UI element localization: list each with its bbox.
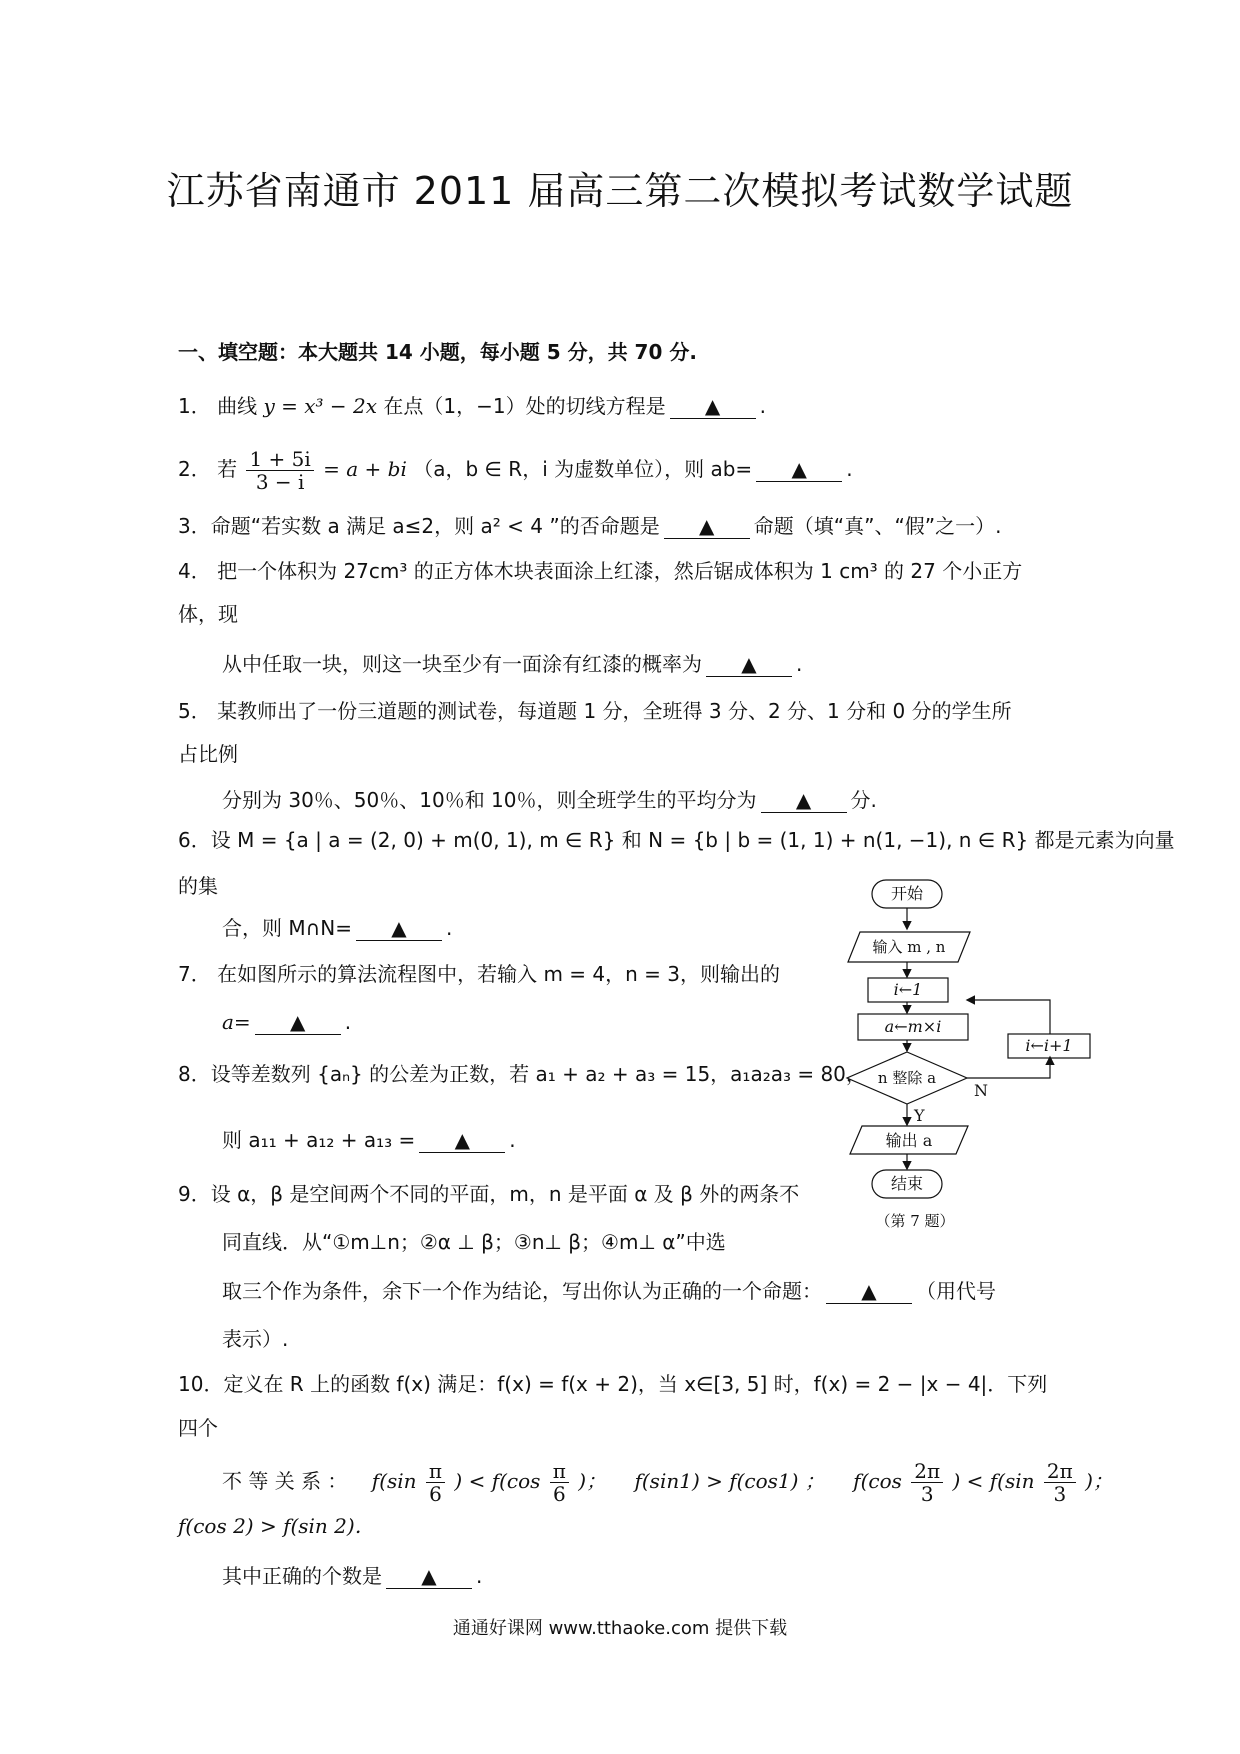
- q3-answer-blank: ▲: [664, 514, 750, 539]
- q9-line-3-end: （用代号: [916, 1279, 996, 1303]
- q10-number: 10．: [178, 1372, 224, 1396]
- q9-line-3: 取三个作为条件，余下一个作为结论，写出你认为正确的一个命题：: [222, 1279, 822, 1303]
- q4-line-1: 把一个体积为 27cm³ 的正方体木块表面涂上红漆，然后锯成体积为 1 cm³ 的 27 个小正方: [217, 559, 1023, 583]
- flowchart-condition-label: n 整除 a: [877, 1069, 937, 1087]
- q3-number: 3．: [178, 514, 211, 538]
- q6-number: 6．: [178, 828, 211, 852]
- frac-denominator: 3: [920, 1482, 934, 1506]
- q10-ineq1-c: )；: [578, 1469, 607, 1493]
- q8-answer-blank: ▲: [419, 1128, 505, 1153]
- q5-number: 5．: [178, 699, 211, 723]
- q6-line-1: 设 M = {a | a = (2, 0) + m(0, 1), m ∈ R} 和 N = {b | b = (1, 1) + n(1, −1), n ∈ R} 都是元素为向量: [210, 828, 1175, 852]
- frac-numerator: π: [550, 1460, 569, 1483]
- question-4-line-3: [222, 650, 802, 678]
- q8-line-2: 则 a₁₁ + a₁₂ + a₁₃ =: [222, 1128, 416, 1152]
- question-10-inequalities: [222, 1460, 1113, 1505]
- flowchart-init-label: i←1: [893, 980, 923, 999]
- q9-line-1: 设 α，β 是空间两个不同的平面，m，n 是平面 α 及 β 外的两条不: [210, 1182, 800, 1206]
- flowchart-output-label: 输出 a: [885, 1131, 933, 1150]
- flowchart-q7: [840, 870, 1100, 1240]
- q1-post: 在点（1，−1）处的切线方程是: [383, 394, 666, 418]
- q10-frac-pi-6-a: [426, 1460, 445, 1505]
- q3-text-end: 命题（填“真”、“假”之一）.: [753, 514, 1002, 538]
- q2-fraction: [246, 448, 313, 493]
- q1-expression: y = x³ − 2x: [263, 394, 377, 418]
- q6-line-3: 合，则 M∩N=: [222, 916, 352, 940]
- q10-ineq4: f(cos 2) > f(sin 2)．: [178, 1514, 375, 1538]
- q2-number: 2．: [178, 457, 211, 481]
- q7-line-1: 在如图所示的算法流程图中，若输入 m = 4，n = 3，则输出的: [217, 962, 781, 986]
- question-7-line-1: [178, 960, 780, 988]
- question-8-line-2: [222, 1126, 516, 1154]
- q10-ineq1-b: ) < f(cos: [454, 1469, 541, 1493]
- q10-line-4: [178, 1512, 375, 1540]
- q7-end: .: [344, 1010, 352, 1034]
- q10-frac-pi-6-b: [550, 1460, 569, 1505]
- q4-number: 4．: [178, 559, 211, 583]
- question-10-line-1: [178, 1370, 1047, 1398]
- frac-denominator: 6: [552, 1482, 566, 1506]
- q10-frac-2pi-3-b: [1044, 1460, 1076, 1505]
- frac-numerator: 2π: [911, 1460, 943, 1483]
- q2-answer-blank: ▲: [756, 457, 842, 482]
- q6-end: .: [445, 916, 453, 940]
- q3-text: 命题“若实数 a 满足 a≤2，则 a² < 4 ”的否命题是: [210, 514, 660, 538]
- q1-answer-blank: ▲: [670, 394, 756, 419]
- flowchart-caption: （第 7 题）: [875, 1212, 955, 1230]
- flowchart-input-label: 输入 m , n: [872, 938, 946, 956]
- q5-line-2: 占比例: [178, 742, 238, 766]
- flowchart-end-label: 结束: [890, 1174, 924, 1193]
- section-heading: 一、填空题：本大题共 14 小题，每小题 5 分，共 70 分.: [178, 340, 697, 364]
- q2-fraction-numerator: 1 + 5i: [246, 448, 313, 471]
- q7-number: 7．: [178, 962, 211, 986]
- flowchart-increment-label: i←i+1: [1025, 1036, 1073, 1055]
- question-6-line-3: [222, 914, 452, 942]
- q4-end: .: [796, 652, 803, 676]
- q10-line-5: 其中正确的个数是: [222, 1564, 382, 1588]
- page-title: 江苏省南通市 2011 届高三第二次模拟考试数学试题: [166, 169, 1074, 213]
- flowchart-no-label: N: [974, 1081, 988, 1100]
- question-2: [178, 448, 853, 493]
- q8-number: 8．: [178, 1062, 211, 1086]
- q1-number: 1．: [178, 394, 211, 418]
- q2-post: （a，b ∈ R，i 为虚数单位），则 ab=: [413, 457, 753, 481]
- question-8-line-1: [178, 1060, 866, 1088]
- q10-end: .: [476, 1564, 483, 1588]
- q5-answer-blank: ▲: [761, 788, 847, 813]
- q1-pre: 曲线: [217, 394, 258, 418]
- q9-answer-blank: ▲: [826, 1279, 912, 1304]
- q10-ineq3-a: f(cos: [853, 1469, 902, 1493]
- question-9-line-3: [222, 1277, 996, 1305]
- q2-end: .: [846, 457, 853, 481]
- flowchart-yes-label: Y: [914, 1106, 925, 1125]
- q5-end: 分.: [850, 788, 877, 812]
- frac-denominator: 3: [1053, 1482, 1067, 1506]
- q9-line-4: 表示）.: [222, 1327, 289, 1351]
- q10-ineq3-c: )；: [1085, 1469, 1113, 1493]
- q1-end: .: [759, 394, 766, 418]
- q2-fraction-denominator: 3 − i: [255, 470, 305, 494]
- q7-line-2: a=: [222, 1010, 251, 1034]
- q9-line-2: 同直线．从“①m⊥n；②α ⊥ β；③n⊥ β；④m⊥ α”中选: [222, 1230, 726, 1254]
- frac-numerator: π: [426, 1460, 445, 1483]
- q10-answer-blank: ▲: [386, 1564, 472, 1589]
- q6-line-2: 的集: [178, 874, 218, 898]
- q5-line-1: 某教师出了一份三道题的测试卷，每道题 1 分，全班得 3 分、2 分、1 分和 0 分的学生所: [217, 699, 1012, 723]
- question-7-line-2: [222, 1008, 351, 1036]
- q5-line-3: 分别为 30％、50％、10％和 10％，则全班学生的平均分为: [222, 788, 757, 812]
- q9-number: 9．: [178, 1182, 211, 1206]
- question-5-line-3: [222, 786, 877, 814]
- flowchart-assign-label: a←m×i: [884, 1017, 942, 1036]
- question-3: [178, 512, 1002, 540]
- question-1: [178, 392, 766, 420]
- q10-ineq1-a: f(sin: [371, 1469, 417, 1493]
- question-10-line-5: [222, 1562, 482, 1590]
- frac-numerator: 2π: [1044, 1460, 1076, 1483]
- q2-pre: 若: [217, 457, 238, 481]
- q6-answer-blank: ▲: [356, 916, 442, 941]
- question-9-line-1: [178, 1180, 799, 1208]
- q10-line-3-label: 不 等 关 系 ：: [222, 1469, 348, 1493]
- q4-line-2: 体，现: [178, 602, 238, 626]
- question-6-line-1: [178, 826, 1175, 854]
- question-5-line-1: [178, 697, 1012, 725]
- q10-line-1: 定义在 R 上的函数 f(x) 满足：f(x) = f(x + 2)，当 x∈[3, 5] 时，f(x) = 2 − |x − 4|．下列: [223, 1372, 1048, 1396]
- frac-denominator: 6: [429, 1482, 442, 1506]
- q2-expression: = a + bi: [323, 457, 407, 481]
- q8-end: .: [509, 1128, 516, 1152]
- q8-line-1: 设等差数列 {aₙ} 的公差为正数，若 a₁ + a₂ + a₃ = 15，a₁a₂a₃ = 80，: [210, 1062, 866, 1086]
- footer-source: 通通好课网 www.tthaoke.com 提供下载: [452, 1618, 788, 1639]
- q10-ineq2: f(sin1) > f(cos1) ；: [634, 1469, 825, 1493]
- q10-frac-2pi-3-a: [911, 1460, 943, 1505]
- q4-answer-blank: ▲: [706, 652, 792, 677]
- question-4-line-1: [178, 557, 1022, 585]
- q10-line-2: 四个: [178, 1416, 218, 1440]
- flowchart-start-label: 开始: [890, 884, 924, 903]
- q10-ineq3-b: ) < f(sin: [952, 1469, 1035, 1493]
- q4-line-3: 从中任取一块，则这一块至少有一面涂有红漆的概率为: [222, 652, 702, 676]
- q7-answer-blank: ▲: [255, 1010, 341, 1035]
